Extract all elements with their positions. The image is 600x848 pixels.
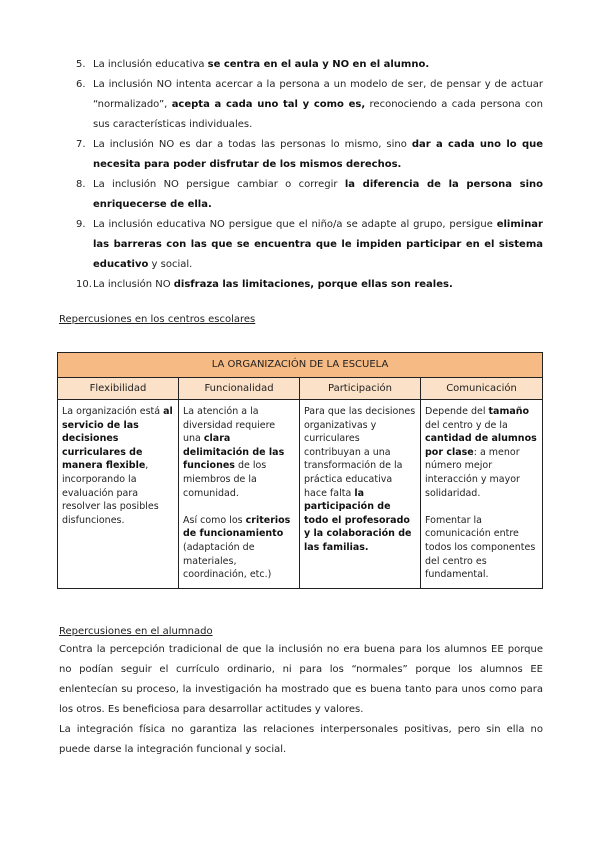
principles-list bbox=[59, 55, 543, 295]
list-item: 6. La inclusión NO intenta acercar a la persona a un modelo de ser, de pensar y de actuar “normalizado”, acepta a cada uno tal y como es, reconociendo a cada persona con sus características individuales. bbox=[59, 75, 543, 135]
column-header: Flexibilidad bbox=[58, 378, 179, 400]
table-cell-comunicacion: Depende del tamaño del centro y de la cantidad de alumnos por clase: a menor número mejor interacción y mayor solidaridad. Fomentar la comunicación entre todos los componentes del centro es fundamental. bbox=[421, 400, 543, 589]
list-number: 8. bbox=[76, 179, 86, 190]
paragraph: La integración física no garantiza las relaciones interpersonales positivas, pero sin ella no puede darse la integración funcional y social. bbox=[59, 724, 543, 755]
list-item: 9. La inclusión educativa NO persigue que el niño/a se adapte al grupo, persigue eliminar las barreras con las que se encuentra que le impiden participar en el sistema educativo y social. bbox=[59, 215, 543, 275]
list-item: 8. La inclusión NO persigue cambiar o corregir la diferencia de la persona sino enriquecerse de ella. bbox=[59, 175, 543, 215]
section-heading-centros: Repercusiones en los centros escolares bbox=[59, 314, 256, 325]
organization-table bbox=[57, 352, 543, 589]
table-title: LA ORGANIZACIÓN DE LA ESCUELA bbox=[58, 353, 543, 378]
column-header: Comunicación bbox=[421, 378, 543, 400]
list-item: 5. La inclusión educativa se centra en el aula y NO en el alumno. bbox=[59, 55, 543, 75]
list-number: 5. bbox=[76, 59, 86, 70]
table-cell-participacion: Para que las decisiones organizativas y curriculares contribuyan a una transformación de la práctica educativa hace falta la participación de todo el profesorado y la colaboración de las familias. bbox=[300, 400, 421, 589]
table-cell-flexibilidad: La organización está al servicio de las decisiones curriculares de manera flexible, incorporando la evaluación para resolver las posibles disfunciones. bbox=[58, 400, 179, 589]
list-number: 6. bbox=[76, 79, 86, 90]
paragraph: Contra la percepción tradicional de que la inclusión no era buena para los alumnos EE porque no podían seguir el currículo ordinario, ni para los “normales” porque los alumnos EE enlentecían su proceso, la investigación ha mostrado que es buena tanto para unos como para los otros. Es beneficiosa para desarrollar actitudes y valores. bbox=[59, 644, 543, 715]
list-number: 7. bbox=[76, 139, 86, 150]
column-header: Participación bbox=[300, 378, 421, 400]
section-heading-alumnado: Repercusiones en el alumnado bbox=[59, 626, 213, 637]
table-cell-funcionalidad: La atención a la diversidad requiere una clara delimitación de las funciones de los miembros de la comunidad. Así como los criterios de funcionamiento (adaptación de materiales, coordinación, etc.) bbox=[179, 400, 300, 589]
list-number: 9. bbox=[76, 219, 86, 230]
column-header: Funcionalidad bbox=[179, 378, 300, 400]
list-item: 7. La inclusión NO es dar a todas las personas lo mismo, sino dar a cada uno lo que necesita para poder disfrutar de los mismos derechos. bbox=[59, 135, 543, 175]
list-item: 10. La inclusión NO disfraza las limitaciones, porque ellas son reales. bbox=[59, 275, 543, 295]
list-number: 10. bbox=[76, 279, 92, 290]
